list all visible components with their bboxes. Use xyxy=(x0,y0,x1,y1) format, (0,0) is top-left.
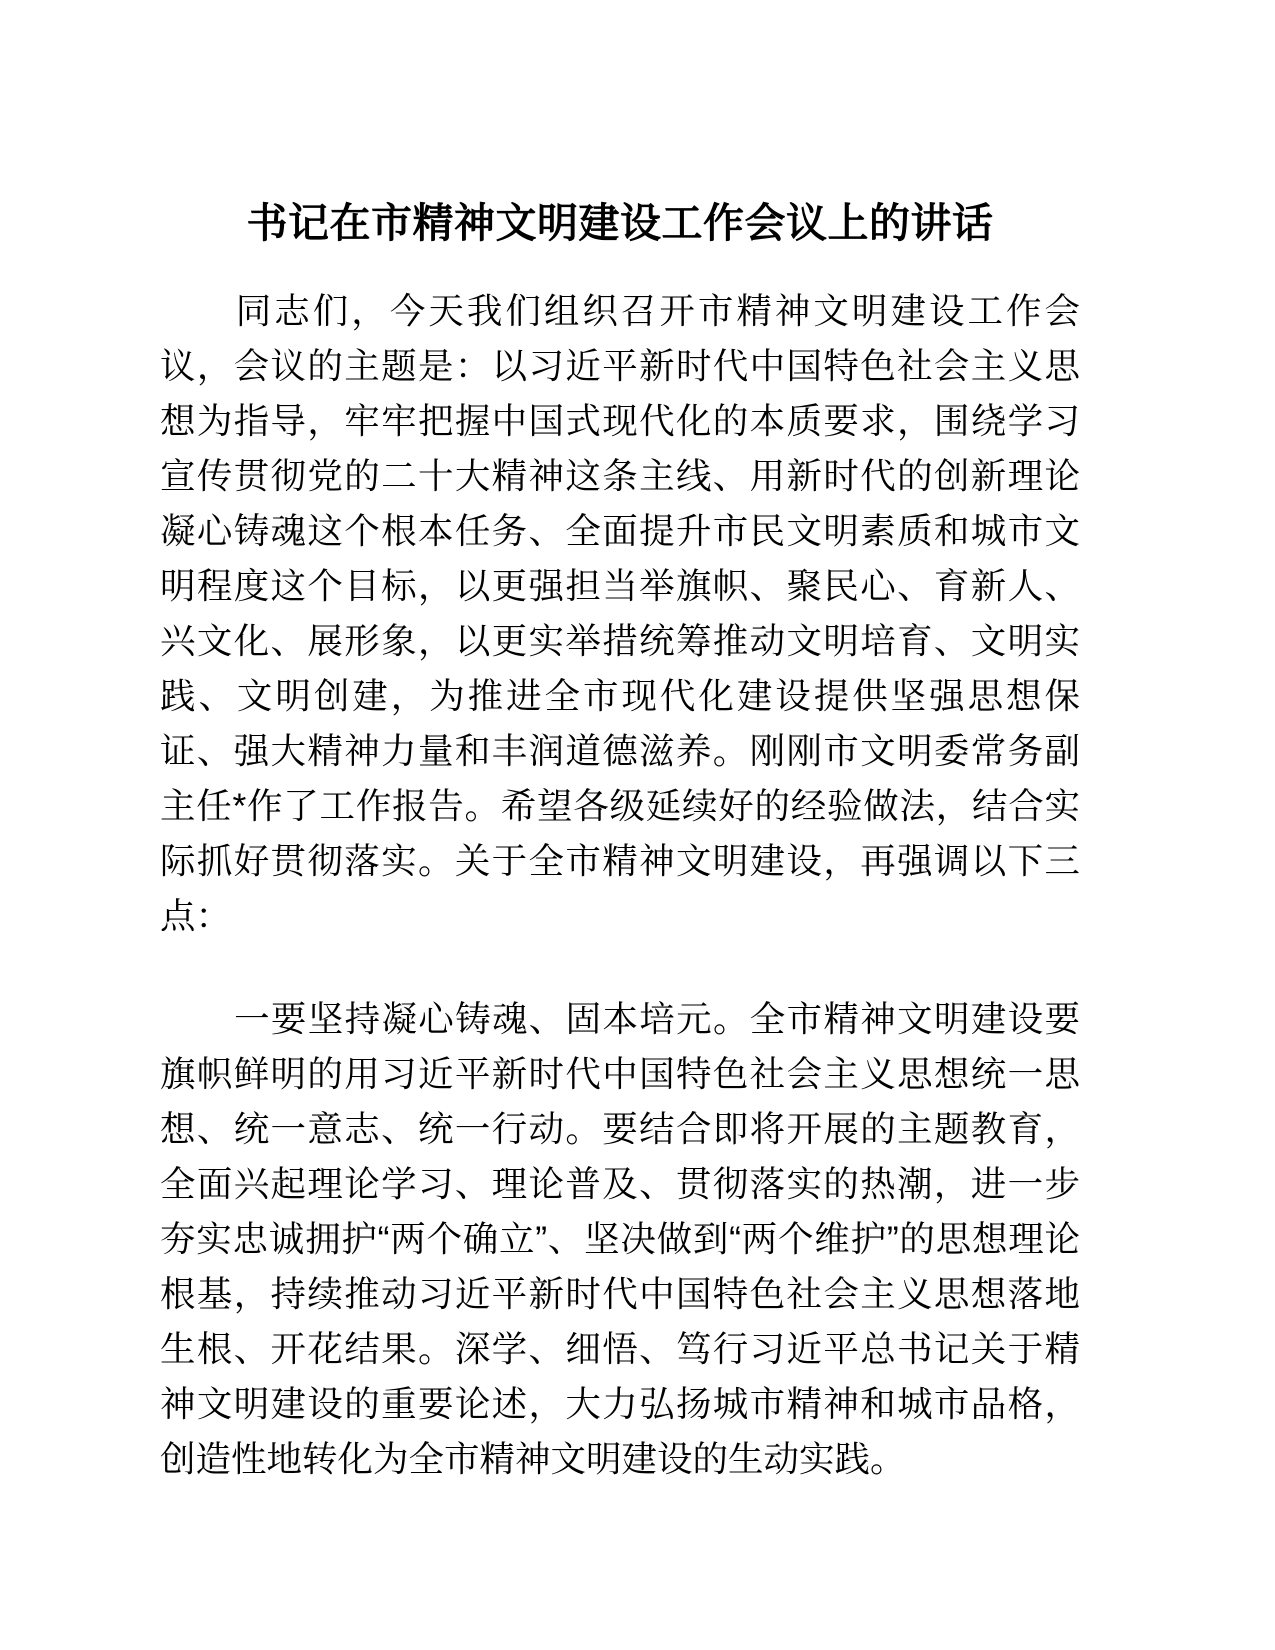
paragraph-point-one xyxy=(160,992,1080,1487)
paragraph-text: 一要坚持凝心铸魂、固本培元。全市精神文明建设要旗帜鲜明的用习近平新时代中国特色社会主义思想统一思想、统一意志、统一行动。要结合即将开展的主题教育，全面兴起理论学习、理论普及、贯彻落实的热潮，进一步夯实忠诚拥护“两个确立”、坚决做到“两个维护”的思想理论根基，持续推动习近平新时代中国特色社会主义思想落地生根、开花结果。深学、细悟、笃行习近平总书记关于精神文明建设的重要论述，大力弘扬城市精神和城市品格，创造性地转化为全市精神文明建设的生动实践。 xyxy=(160,999,1080,1480)
page-title: 书记在市精神文明建设工作会议上的讲话 xyxy=(246,200,994,246)
paragraph-opening-address xyxy=(160,284,1080,944)
document-body xyxy=(160,0,1080,1487)
paragraph-text: 同志们，今天我们组织召开市精神文明建设工作会议，会议的主题是：以习近平新时代中国特色社会主义思想为指导，牢牢把握中国式现代化的本质要求，围绕学习宣传贯彻党的二十大精神这条主线、用新时代的创新理论凝心铸魂这个根本任务、全面提升市民文明素质和城市文明程度这个目标，以更强担当举旗帜、聚民心、育新人、兴文化、展形象，以更实举措统筹推动文明培育、文明实践、文明创建，为推进全市现代化建设提供坚强思想保证、强大精神力量和丰润道德滋养。刚刚市文明委常务副主任*作了工作报告。希望各级延续好的经验做法，结合实际抓好贯彻落实。关于全市精神文明建设，再强调以下三点： xyxy=(160,291,1080,937)
